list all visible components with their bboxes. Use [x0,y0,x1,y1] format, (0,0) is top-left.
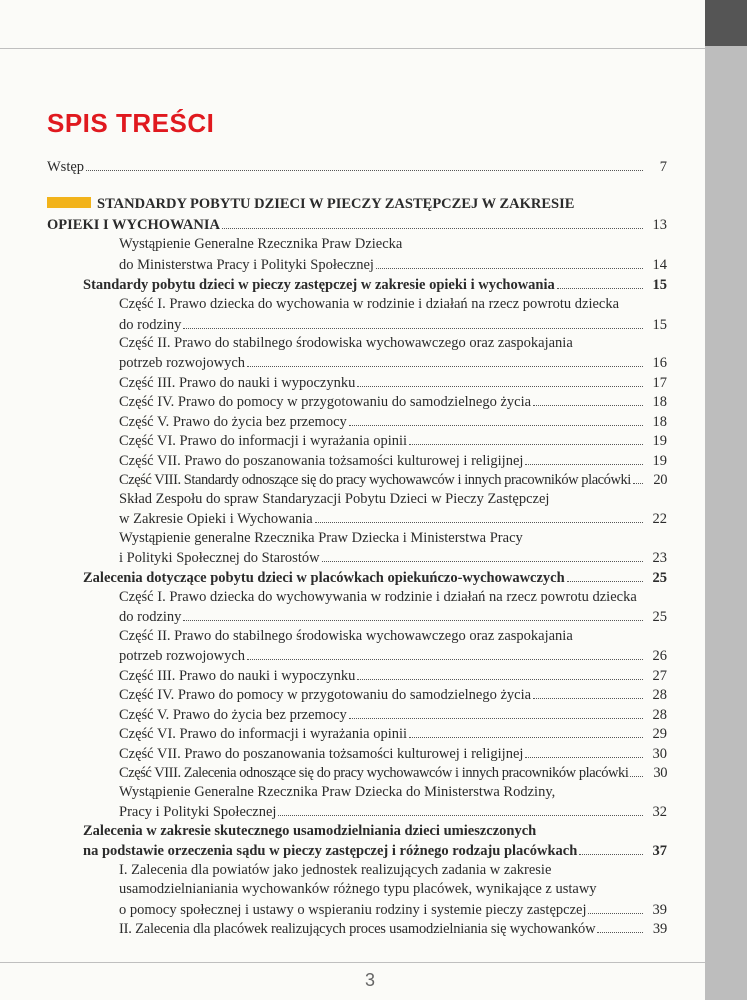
toc-page-number: 13 [652,217,667,233]
toc-entry-title: Wystąpienie Generalne Rzecznika Praw Dziecka [119,236,403,252]
toc-leader [183,606,643,621]
toc-entry [119,528,667,548]
toc-page-number: 19 [652,433,667,449]
toc-entry[interactable] [119,704,667,724]
toc-entry[interactable] [119,411,667,431]
toc-page-number: 39 [652,902,667,918]
page-edge-tab [705,0,747,46]
toc-entry[interactable] [119,723,667,743]
toc-entry-title: Pracy i Polityki Społecznej [119,804,277,820]
toc-entry[interactable] [119,606,667,626]
toc-leader [597,918,643,933]
toc-entry-title: Zalecenia dotyczące pobytu dzieci w placówkach opiekuńczo-wychowawczych [83,570,565,586]
toc-page-number: 23 [652,550,667,566]
toc-leader [557,274,643,289]
toc-entry[interactable] [119,469,667,489]
toc-entry-title: II. Zalecenia dla placówek realizujących proces usamodzielniania się wychowanków [119,921,596,937]
toc-entry-title: Część VIII. Standardy odnoszące się do pracy wychowawców i innych pracowników placówki [119,472,631,488]
toc-entry [119,879,667,899]
toc-entry[interactable] [119,254,667,274]
toc-leader [247,645,643,660]
toc-entry-title: Wystąpienie generalne Rzecznika Praw Dziecka i Ministerstwa Pracy [119,530,523,546]
toc-leader [315,508,643,523]
toc-leader [357,372,643,387]
toc-page-number: 16 [652,355,667,371]
toc-leader [525,450,643,465]
toc-entry [119,489,667,509]
toc-entry-subsection [83,821,667,841]
toc-entry[interactable] [119,508,667,528]
toc-leader [633,469,643,484]
toc-entry[interactable] [119,314,667,334]
section-marker [47,197,91,208]
toc-page-number: 18 [652,394,667,410]
toc-entry-title: Część VII. Prawo do poszanowania tożsamości kulturowej i religijnej [119,746,524,762]
toc-page-number: 29 [652,726,667,742]
toc-entry[interactable] [119,743,667,763]
toc-page-number: 18 [652,414,667,430]
toc-entry-subsection[interactable] [83,274,667,294]
toc-entry-subsection[interactable] [83,840,667,860]
toc-page-number: 22 [652,511,667,527]
toc-entry-title: i Polityki Społecznej do Starostów [119,550,320,566]
toc-leader [630,762,643,777]
toc-page-number: 30 [653,765,667,781]
toc-page-number: 39 [652,921,667,937]
toc-leader [525,743,643,758]
toc-leader [357,665,643,680]
toc-page-number: 26 [652,648,667,664]
toc-entry-title: Wystąpienie Generalne Rzecznika Praw Dziecka do Ministerstwa Rodziny, [119,784,556,800]
toc-page-number: 27 [652,668,667,684]
toc-entry-title: Część VI. Prawo do informacji i wyrażania opinii [119,433,408,449]
toc-leader [533,684,643,699]
toc-entry-title: Część III. Prawo do nauki i wypoczynku [119,375,356,391]
toc-leader [567,567,643,582]
toc-entry[interactable] [119,801,667,821]
toc-entry-title: Wstęp [47,159,85,175]
toc-entry-title: w Zakresie Opieki i Wychowania [119,511,313,527]
toc-entry-title: OPIEKI I WYCHOWANIA [47,217,220,233]
toc-entry-title: Część I. Prawo dziecka do wychowania w rodzinie i działań na rzecz powrotu dziecka [119,296,620,312]
toc-page-number: 7 [659,159,667,175]
toc-entry-title: usamodzielnianiania wychowanków różnego typu placówek, wynikające z ustawy [119,881,597,897]
toc-entry [119,782,667,802]
toc-page-number: 30 [652,746,667,762]
toc-entry-title: do rodziny [119,609,182,625]
toc-entry-title: Część V. Prawo do życia bez przemocy [119,707,347,723]
toc-leader [322,547,643,562]
toc-leader [349,704,643,719]
toc-entry-title: potrzeb rozwojowych [119,355,246,371]
toc-leader [86,156,643,171]
toc-page-number: 25 [652,570,667,586]
toc-leader [183,314,643,329]
toc-entry-title: Część V. Prawo do życia bez przemocy [119,414,347,430]
page-edge-band [705,0,747,1000]
page-title: SPIS TREŚCI [47,108,215,138]
toc-page-number: 19 [652,453,667,469]
toc-entry-title: do Ministerstwa Pracy i Polityki Społecznej [119,257,374,273]
toc-entry-title: STANDARDY POBYTU DZIECI W PIECZY ZASTĘPCZEJ W ZAKRESIE [97,196,575,212]
toc-leader [588,899,643,914]
toc-entry-title: Część III. Prawo do nauki i wypoczynku [119,668,356,684]
toc-entry-title: I. Zalecenia dla powiatów jako jednostek realizujących zadania w zakresie [119,862,552,878]
toc-page-number: 17 [652,375,667,391]
toc-entry-subsection[interactable] [83,567,667,587]
toc-entry-title: Część IV. Prawo do pomocy w przygotowaniu do samodzielnego życia [119,687,532,703]
toc-entry [119,587,667,607]
toc-leader [247,352,643,367]
toc-entry-title: o pomocy społecznej i ustawy o wspieraniu rodziny i systemie pieczy zastępczej [119,902,587,918]
toc-page-number: 14 [652,257,667,273]
toc-entry-title: Skład Zespołu do spraw Standaryzacji Pobytu Dzieci w Pieczy Zastępczej [119,491,550,507]
bottom-rule [0,962,705,963]
toc-entry[interactable] [119,645,667,665]
toc-page-number: 32 [652,804,667,820]
toc-entry-title: Część I. Prawo dziecka do wychowywania w rodzinie i działań na rzecz powrotu dziecka [119,589,637,605]
toc-entry-title: Zalecenia w zakresie skutecznego usamodzielniania dzieci umieszczonych [83,823,537,839]
toc-entry-title: Część VI. Prawo do informacji i wyrażania opinii [119,726,408,742]
toc-entry[interactable] [119,918,667,938]
toc-entry [119,626,667,646]
toc-entry[interactable] [119,684,667,704]
toc-page-number: 28 [652,687,667,703]
toc-leader [533,391,643,406]
toc-entry-title: Standardy pobytu dzieci w pieczy zastępczej w zakresie opieki i wychowania [83,277,555,293]
toc-entry [119,860,667,880]
toc-entry-title: Część II. Prawo do stabilnego środowiska wychowawczego oraz zaspokajania [119,628,573,644]
toc-leader [579,840,643,855]
toc-entry-section[interactable] [47,214,667,234]
toc-entry[interactable] [119,762,667,782]
toc-page-number: 37 [652,843,667,859]
toc-entry-title: Część VII. Prawo do poszanowania tożsamości kulturowej i religijnej [119,453,524,469]
toc-entry[interactable] [119,450,667,470]
toc-page-number: 25 [652,609,667,625]
toc-entry [119,294,667,314]
toc-leader [376,254,643,269]
toc-entry-title: Część II. Prawo do stabilnego środowiska wychowawczego oraz zaspokajania [119,335,573,351]
toc-entry-title: Część IV. Prawo do pomocy w przygotowaniu do samodzielnego życia [119,394,532,410]
toc-leader [409,430,643,445]
toc-entry-title: na podstawie orzeczenia sądu w pieczy zastępczej i różnego rodzaju placówkach [83,843,578,859]
toc-entry-title: potrzeb rozwojowych [119,648,246,664]
toc-page-number: 20 [653,472,667,488]
toc-section-heading [47,194,667,214]
toc-page-number: 15 [652,277,667,293]
toc-leader [409,723,643,738]
toc-entry[interactable] [119,372,667,392]
toc-entry[interactable] [119,391,667,411]
toc-entry [119,234,667,254]
toc-entry-title: do rodziny [119,317,182,333]
toc-leader [278,801,643,816]
toc-page-number: 28 [652,707,667,723]
toc-entry[interactable] [119,665,667,685]
toc-entry [119,333,667,353]
toc-entry[interactable] [119,547,667,567]
toc-page-number: 15 [652,317,667,333]
toc-entry-wstep[interactable] [47,156,667,176]
toc-entry[interactable] [119,352,667,372]
toc-leader [222,214,643,229]
toc-entry-title: Część VIII. Zalecenia odnoszące się do pracy wychowawców i innych pracowników placówki [119,765,629,781]
toc-entry[interactable] [119,430,667,450]
toc-leader [349,411,643,426]
toc-entry[interactable] [119,899,667,919]
page-number: 3 [364,970,375,990]
